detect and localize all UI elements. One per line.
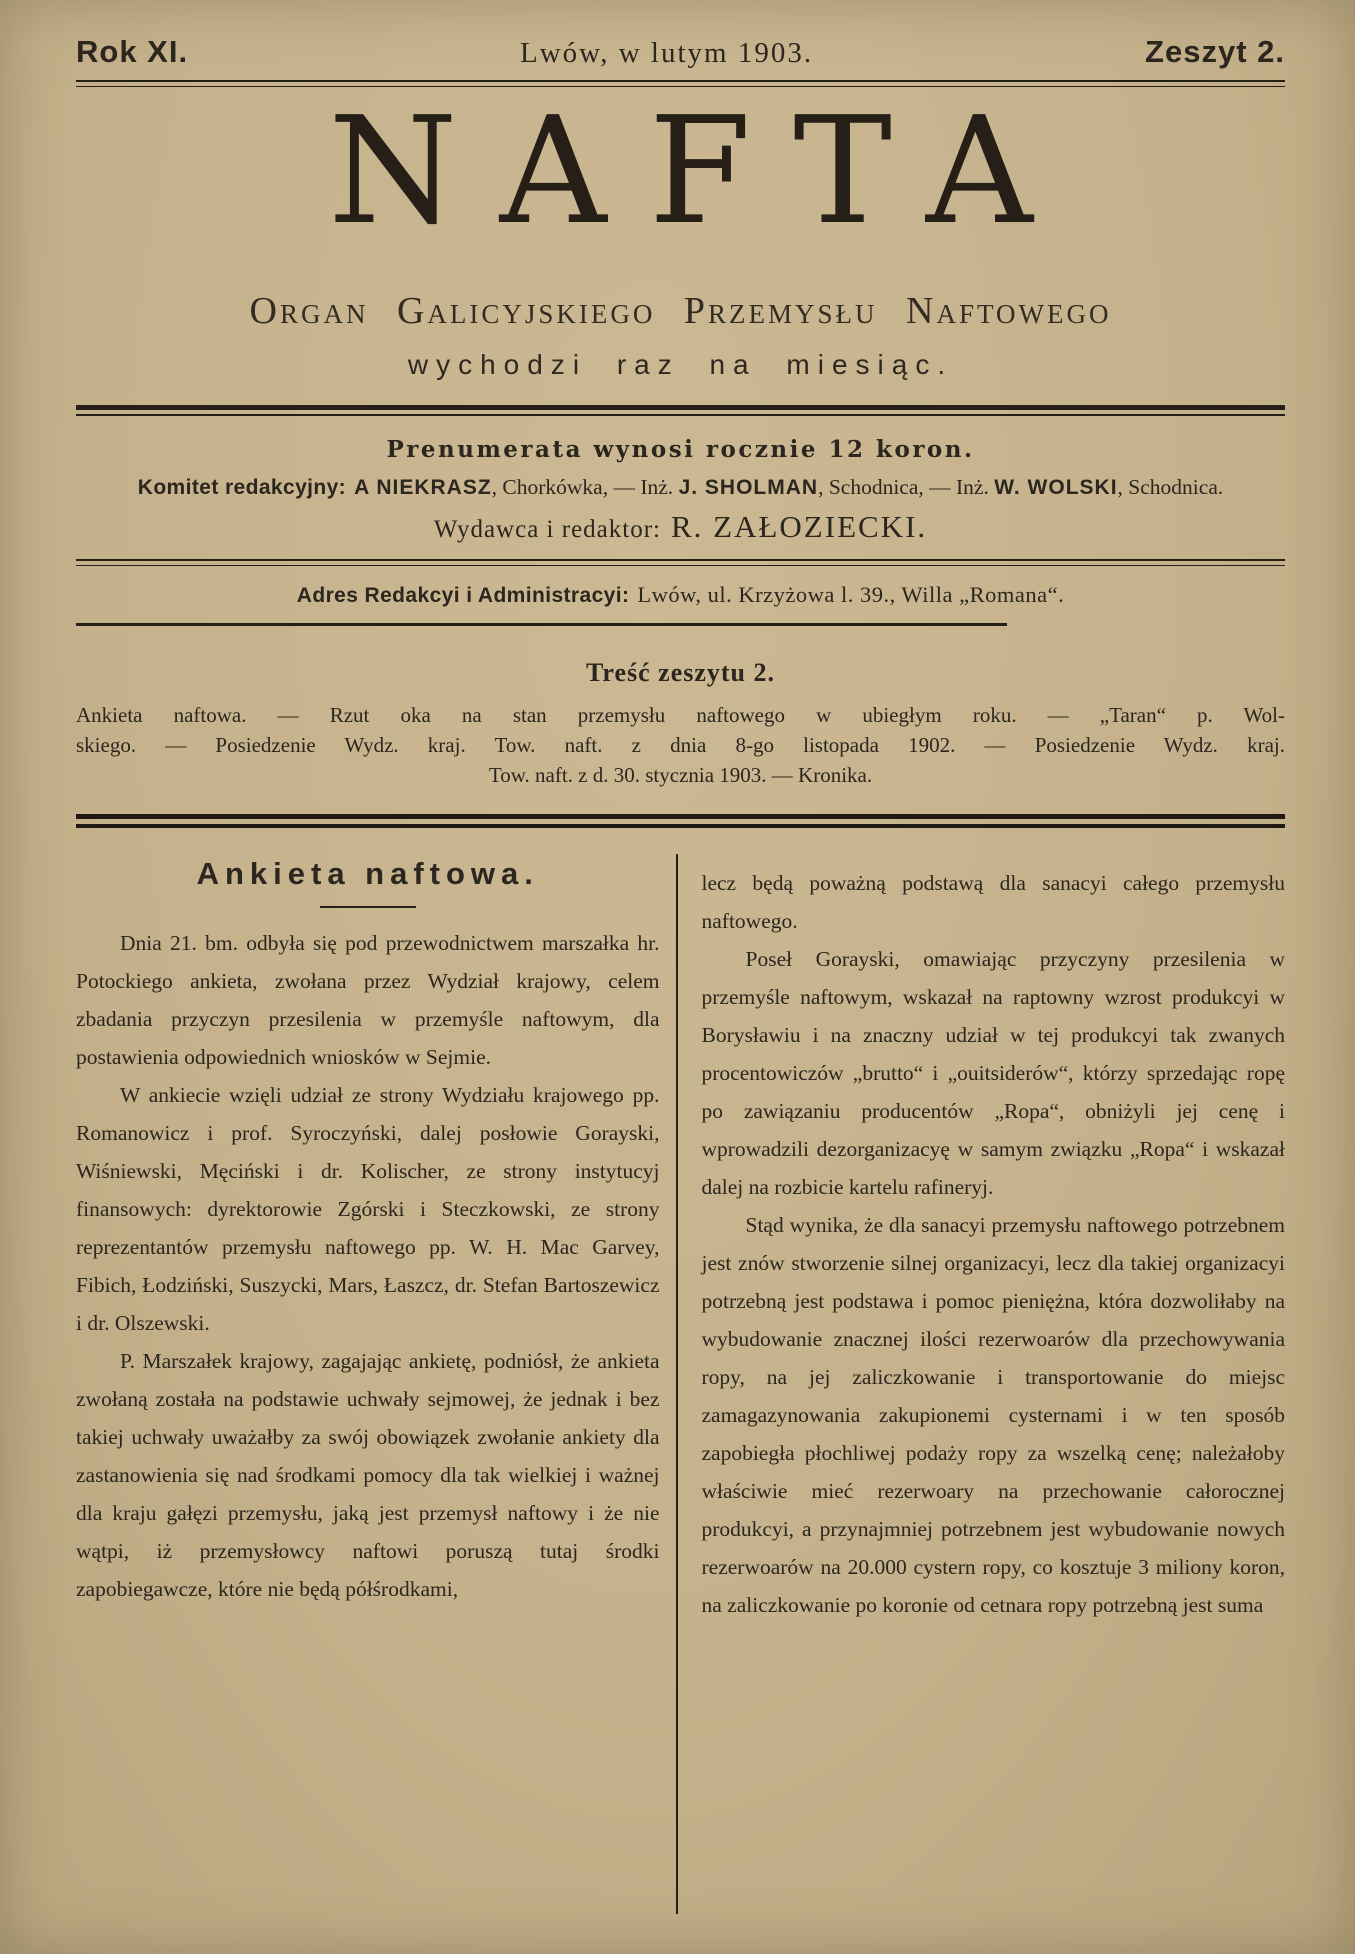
committee-label: Komitet redakcyjny:: [137, 476, 347, 499]
subscription-note: Prenumerata wynosi rocznie 12 koron.: [386, 436, 975, 463]
address-line: [76, 582, 1285, 608]
article-paragraph: Poseł Gorayski, omawiając przyczyny przesilenia w przemyśle naftowym, wskazał na raptowny wzrost produkcyi w Borysławiu i na znaczny udział w tej produkcyi tak zwanych procentowiczów „brutto“ i „ouitsiderów“, którzy sprzedając ropę po zawiązaniu producentów „Ropa“, obniżyli jej cenę i wprowadzili dezorganizacyę w samym związku „Ropa“ i wskazał dalej na rozbicie kartelu rafineryj.: [701, 947, 1285, 1199]
volume-label: Rok XI.: [76, 34, 189, 69]
article-paragraph: P. Marszałek krajowy, zagajając ankietę, podniósł, że ankieta zwołaną została na podstawie uchwały sejmowej, że jednak i bez takiej uchwały uważałby za swój obowiązek zwołanie ankiety dla zastanowienia się nad środkami pomocy dla tak wielkiej i ważnej dla kraju gałęzi przemysłu, jaką jest przemysł naftowy i że nie wątpi, iż przemysłowcy naftowi poruszą tutaj środki zapobiegawcze, które nie będą półśrodkami,: [76, 1349, 660, 1601]
masthead-rule: [76, 405, 1285, 416]
contents-line: skiego. — Posiedzenie Wydz. kraj. Tow. naft. z dnia 8-go listopada 1902. — Posiedzenie Wydz. kraj.: [76, 733, 1285, 757]
place-date-label: Lwów, w lutym 1903.: [520, 37, 814, 69]
committee-text-1: , Chorkówka, — Inż.: [491, 475, 679, 499]
issue-number-label: Zeszyt 2.: [1145, 34, 1285, 69]
frequency-note: wychodzi raz na miesiąc.: [407, 349, 954, 380]
publisher-label: Wydawca i redaktor:: [433, 516, 661, 543]
journal-subtitle: Organ Galicyjskiego Przemysłu Naftowego: [249, 290, 1112, 332]
article-paragraph: lecz będą poważną podstawą dla sanacyi całego przemysłu naftowego.: [701, 871, 1285, 933]
contents-line: Ankieta naftowa. — Rzut oka na stan przemysłu naftowego w ubiegłym roku. — „Taran“ p. Wol-: [76, 703, 1285, 727]
left-column: [76, 854, 676, 1914]
address-label: Adres Redakcyi i Administracyi:: [296, 584, 630, 607]
committee-text-2: , Schodnica, — Inż.: [818, 475, 995, 499]
publisher-name: R. ZAŁOZIECKI.: [670, 509, 928, 544]
article-title: Ankieta naftowa.: [196, 856, 539, 891]
article-paragraph: Dnia 21. bm. odbyła się pod przewodnictwem marszałka hr. Potockiego ankieta, zwołana przez Wydział krajowy, celem zbadania przyczyn przesilenia w przemyśle naftowym, dla postawienia odpowiednich wniosków w Sejmie.: [76, 931, 660, 1069]
editorial-committee-line: [76, 475, 1285, 500]
journal-title: NAFTA: [328, 85, 1075, 257]
article-paragraph: W ankiecie wzięli udział ze strony Wydziału krajowego pp. Romanowicz i prof. Syroczyński, dalej posłowie Gorayski, Wiśniewski, Męciński i dr. Kolischer, ze strony instytucyj finansowych: dyrektorowie Zgórski i Steczkowski, ze strony reprezentantów przemysłu naftowego pp. W. H. Mac Garvey, Fibich, Łodziński, Suszycki, Mars, Łaszcz, dr. Stefan Bartoszewicz i dr. Olszewski.: [76, 1083, 660, 1335]
imprint-rule: [76, 559, 1285, 566]
address-rule: [76, 623, 1007, 626]
right-column: [678, 854, 1286, 1914]
publisher-line: [76, 509, 1285, 545]
contents-list: [76, 700, 1285, 790]
committee-member-2: J. SHOLMAN: [678, 476, 819, 499]
address-text: Lwów, ul. Krzyżowa l. 39., Willa „Romana“.: [637, 582, 1065, 607]
contents-title: Treść zeszytu 2.: [585, 658, 776, 687]
committee-member-3: W. WOLSKI: [994, 476, 1118, 499]
article-title-rule: [320, 906, 416, 908]
committee-member-1: A NIEKRASZ: [354, 476, 492, 499]
contents-rule: [76, 814, 1285, 828]
issue-info-bar: [76, 34, 1285, 70]
committee-text-3: , Schodnica.: [1117, 475, 1224, 499]
article-columns: [76, 854, 1285, 1914]
contents-line: Tow. naft. z d. 30. stycznia 1903. — Kronika.: [488, 763, 873, 787]
article-paragraph: Stąd wynika, że dla sanacyi przemysłu naftowego potrzebnem jest znów stworzenie silnej organizacyi, lecz dla takiej organizacyi potrzebną jest podstawa i pomoc pieniężna, która dozwoliłaby na wybudowanie znacznej ilości rezerwoarów dla przechowywania ropy, na jej zaliczkowanie i transportowanie do miejsc zamagazynowania zakupionemi cysternami i w ten sposób zapobiegła płochliwej podaży ropy za wszelką cenę; należałoby właściwie mieć rezerwoary na przechowanie całorocznej produkcyi, a przynajmniej potrzebnem jest wybudowanie nowych rezerwoarów na 20.000 cystern ropy, co kosztuje 3 miliony koron, na zaliczkowanie po koronie od cetnara ropy potrzebną jest suma: [701, 1213, 1285, 1617]
